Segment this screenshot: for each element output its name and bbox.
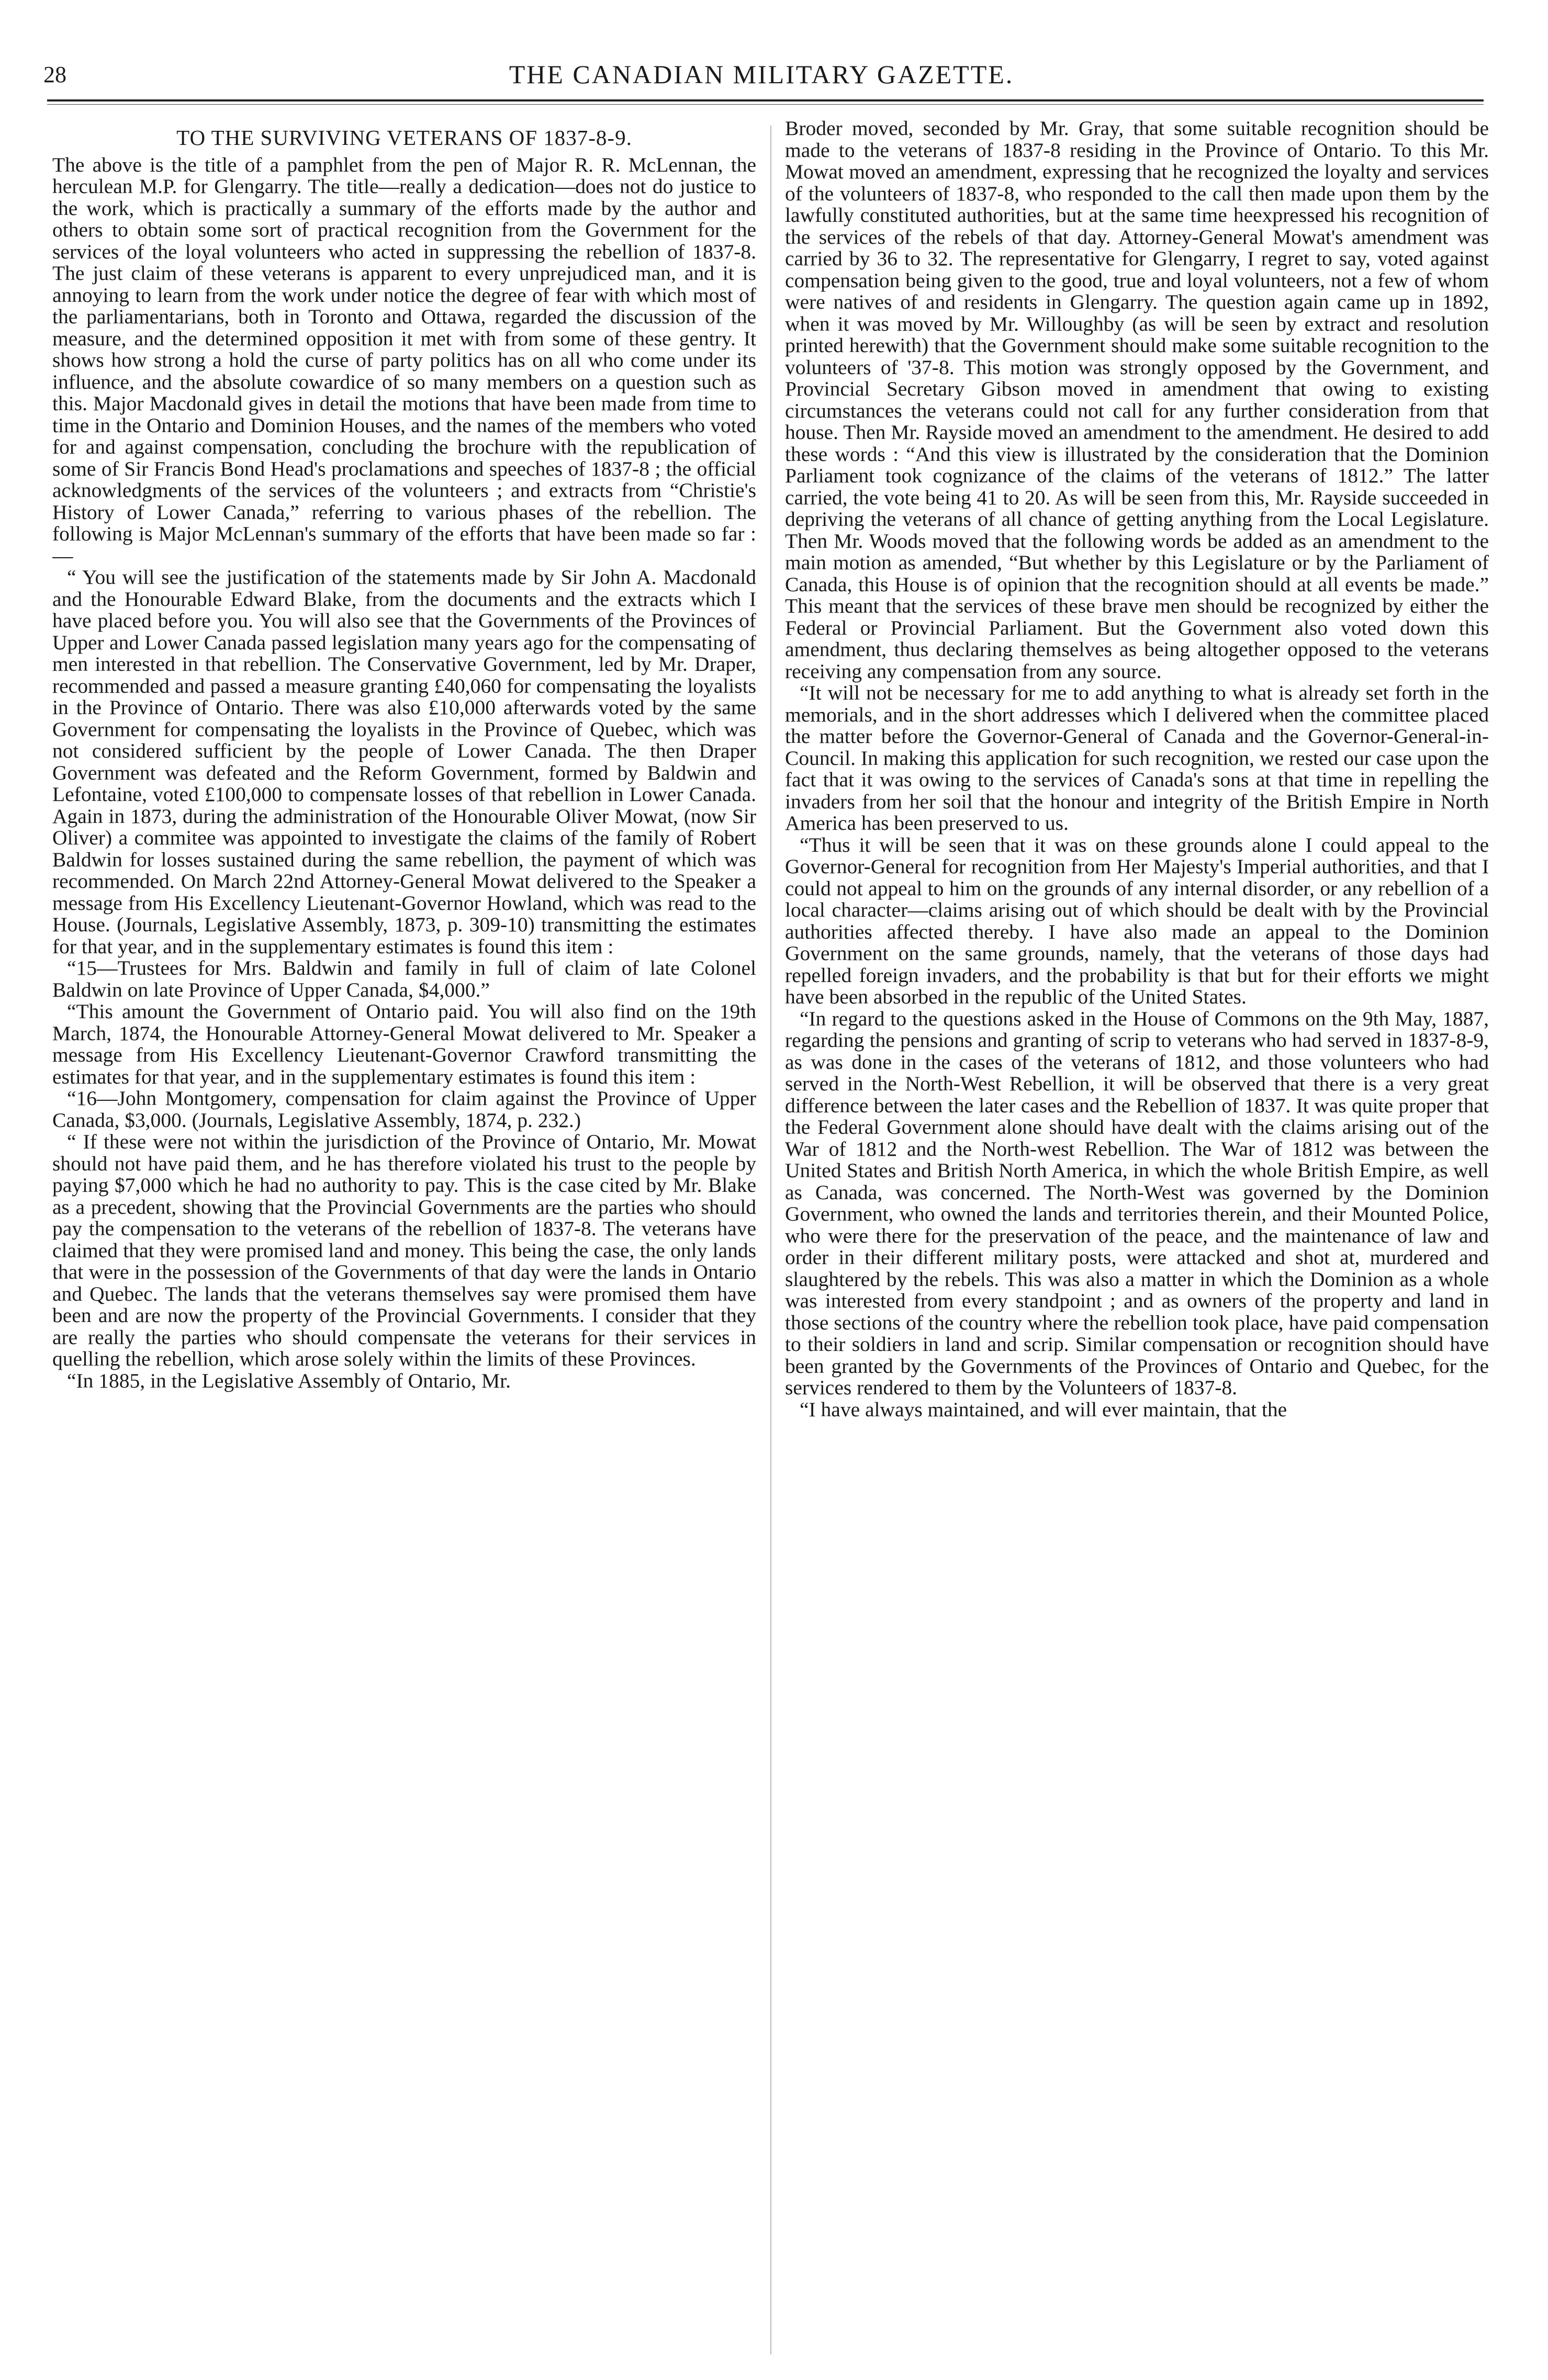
paragraph: “15—Trustees for Mrs. Baldwin and family in full of claim of late Colonel Baldwin on late Province of Upper Canada, $4,000.”: [52, 956, 756, 1001]
header-rule: [47, 99, 1484, 101]
paragraph: The above is the title of a pamphlet from the pen of Major R. R. McLennan, the herculean M.P. for Glengarry. The title—really a dedication—does not do justice to the work, which is practically a summary of the efforts made by the author and others to obtain some sort of practical recognition from the Government for the services of the loyal volunteers who acted in suppressing the rebellion of 1837-8. The just claim of these veterans is apparent to every unprejudiced man, and it is annoying to learn from the work under notice the degree of fear with which most of the parliamentarians, both in Toronto and Ottawa, regarded the discussion of the measure, and the determined opposition it met with from some of these gentry. It shows how strong a hold the curse of party politics has on all who come under its influence, and the absolute cowardice of so many members on a question such as this. Major Macdonald gives in detail the motions that have been made from time to time in the Ontario and Dominion Houses, and the names of the members who voted for and against compensation, concluding the brochure with the republication of some of Sir Francis Bond Head's proclamations and speeches of 1837-8 ; the official acknowledgments of the services of the volunteers ; and extracts from “Christie's History of Lower Canada,” referring to various phases of the rebellion. The following is Major McLennan's summary of the efforts that have been made so far :—: [52, 153, 756, 567]
column-divider: [770, 126, 771, 2354]
paragraph: “This amount the Government of Ontario paid. You will also find on the 19th March, 1874, the Honourable Attorney-General Mowat delivered to Mr. Speaker a message from His Excellency Lieutenant-Governor Crawford transmitting the estimates for that year, and in the supplementary estimates is found this item :: [52, 1000, 756, 1088]
paragraph: “ If these were not within the jurisdiction of the Province of Ontario, Mr. Mowat should not have paid them, and he has therefore violated his trust to the people by paying $7,000 which he had no authority to pay. This is the case cited by Mr. Blake as a precedent, showing that the Provincial Governments are the parties who should pay the compensation to the veterans of the rebellion of 1837-8. The veterans have claimed that they were promised land and money. This being the case, the only lands that were in the possession of the Governments of that day were the lands in Ontario and Quebec. The lands that the veterans themselves say were promised them have been and are now the property of the Provincial Governments. I consider that they are really the parties who should compensate the veterans for their services in quelling the rebellion, which arose solely within the limits of these Provinces.: [52, 1130, 756, 1370]
left-column: [52, 118, 756, 2367]
paragraph: “ You will see the justification of the statements made by Sir John A. Macdonald and the Honourable Edward Blake, from the documents and the extracts which I have placed before you. You will also see that the Governments of the Provinces of Upper and Lower Canada passed legislation many years ago for the compensating of men interested in that rebellion. The Conservative Government, led by Mr. Draper, recommended and passed a measure granting £40,060 for compensating the loyalists in the Province of Ontario. There was also £10,000 afterwards voted by the same Government for compensating the loyalists in the Province of Quebec, which was not considered sufficient by the people of Lower Canada. The then Draper Government was defeated and the Reform Government, formed by Baldwin and Lefontaine, voted £100,000 to compensate losses of that rebellion in Lower Canada. Again in 1873, during the administration of the Honourable Oliver Mowat, (now Sir Oliver) a commitee was appointed to investigate the claims of the family of Robert Baldwin for losses sustained during the same rebellion, the payment of which was recommended. On March 22nd Attorney-General Mowat delivered to the Speaker a message from His Excellency Lieutenant-Governor Howland, which was read to the House. (Journals, Legislative Assembly, 1873, p. 309-10) transmitting the estimates for that year, and in the supplementary estimates is found this item :: [52, 566, 756, 958]
paragraph: Broder moved, seconded by Mr. Gray, that some suitable recognition should be made to the veterans of 1837-8 residing in the Province of Ontario. To this Mr. Mowat moved an amendment, expressing that he recognized the loyalty and services of the volunteers of 1837-8, who responded to the call then made upon them by the lawfully constituted authorities, but at the same time heexpressed his recognition of the services of the rebels of that day. Attorney-General Mowat's amendment was carried by 36 to 32. The representative for Glengarry, I regret to say, voted against compensation being given to the good, true and loyal volunteers, not a few of whom were natives of and residents in Glengarry. The question again came up in 1892, when it was moved by Mr. Willoughby (as will be seen by extract and resolution printed herewith) that the Government should make some suitable recognition to the volunteers of '37-8. This motion was strongly opposed by the Government, and Provincial Secretary Gibson moved in amendment that owing to existing circumstances the veterans could not call for any further consideration from that house. Then Mr. Rayside moved an amendment to the amendment. He desired to add these words : “And this view is illustrated by the consideration that the Dominion Parliament took cognizance of the claims of the veterans of 1812.” The latter carried, the vote being 41 to 20. As will be seen from this, Mr. Rayside succeeded in depriving the veterans of all chance of getting anything from the Local Legislature. Then Mr. Woods moved that the following words be added as an amendment to the main motion as amended, “But whether by this Legislature or by the Parliament of Canada, this House is of opinion that the recognition should at all events be made.” This meant that the services of these brave men should be recognized by either the Federal or Provincial Parliament. But the Government also voted down this amendment, thus declaring themselves as being altogether opposed to the veterans receiving any compensation from any source.: [785, 118, 1489, 683]
page-header: [39, 50, 1484, 97]
paragraph: “In regard to the questions asked in the House of Commons on the 9th May, 1887, regarding the pensions and granting of scrip to veterans who had served in 1837-8-9, as was done in the cases of the veterans of 1812, and those volunteers who had served in the North-West Rebellion, it will be observed that there is a very great difference between the later cases and the Rebellion of 1837. It was quite proper that the Federal Government alone should have dealt with the claims arising out of the War of 1812 and the North-west Rebellion. The War of 1812 was between the United States and British North America, in which the whole British Empire, as well as Canada, was concerned. The North-West was governed by the Dominion Government, who owned the lands and territories therein, and their Mounted Police, who were there for the preservation of the peace, and the maintenance of law and order in their different military posts, were attacked and shot at, murdered and slaughtered by the rebels. This was also a matter in which the Dominion as a whole was interested from every standpoint ; and as owners of the property and land in those sections of the country where the rebellion took place, have paid compensation to their soldiers in land and scrip. Similar compensation or recognition should have been granted by the Governments of the Provinces of Ontario and Quebec, for the services rendered to them by the Volunteers of 1837-8.: [785, 1007, 1489, 1399]
header-rule-thin: [47, 104, 1484, 105]
paragraph: “16—John Montgomery, compensation for claim against the Province of Upper Canada, $3,000. (Journals, Legislative Assembly, 1874, p. 232.): [52, 1087, 756, 1132]
masthead: THE CANADIAN MILITARY GAZETTE.: [509, 60, 1014, 89]
paragraph: “Thus it will be seen that it was on these grounds alone I could appeal to the Governor-General for recognition from Her Majesty's Imperial authorities, and that I could not appeal to him on the grounds of any internal disorder, or any rebellion of a local character—claims arising out of which should be dealt with by the Provincial authorities affected thereby. I have also made an appeal to the Dominion Government on the same grounds, namely, that the veterans of those days had repelled foreign invaders, and the probability is that but for their efforts we might have been absorbed in the republic of the United States.: [785, 833, 1489, 1008]
right-column: [785, 118, 1489, 2367]
paragraph: “It will not be necessary for me to add anything to what is already set forth in the memorials, and in the short addresses which I delivered when the committee placed the matter before the Governor-General of Canada and the Governor-General-in-Council. In making this application for such recognition, we rested our case upon the fact that it was owing to the services of Canada's sons at that time in repelling the invaders from her soil that the honour and integrity of the British Empire in North America has been preserved to us.: [785, 681, 1489, 834]
paragraph: “I have always maintained, and will ever maintain, that the: [800, 1397, 1287, 1421]
article-title: TO THE SURVIVING VETERANS OF 1837-8-9.: [176, 126, 632, 150]
paragraph: “In 1885, in the Legislative Assembly of Ontario, Mr.: [67, 1369, 511, 1392]
page-number: 28: [43, 62, 66, 87]
